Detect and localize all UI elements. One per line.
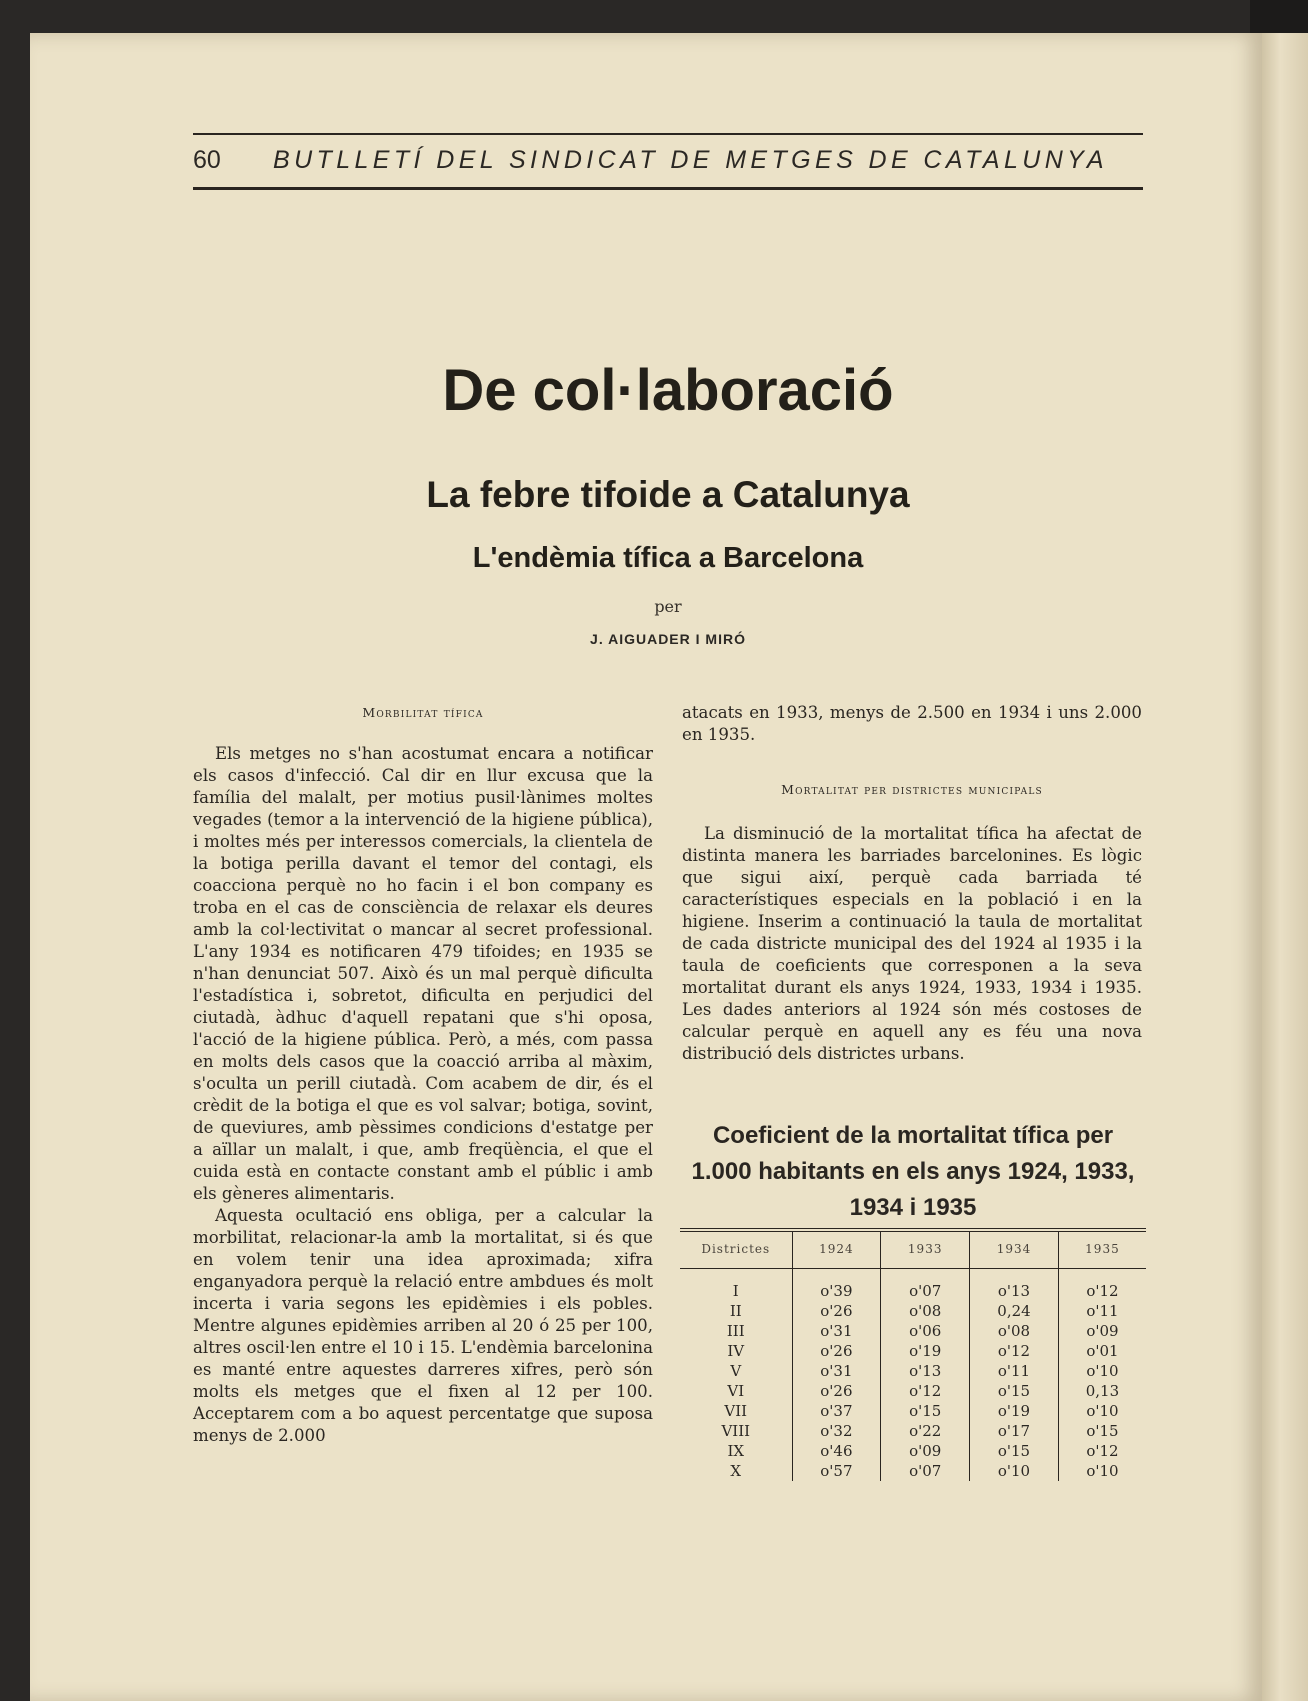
- table-row: [680, 1381, 1146, 1401]
- district-cell: IX: [727, 1442, 745, 1460]
- district-cell: I: [732, 1282, 739, 1300]
- coefficient-cell: o'15: [1058, 1421, 1146, 1441]
- coefficient-cell: o'26: [792, 1381, 881, 1401]
- coefficient-cell: o'10: [1058, 1461, 1146, 1481]
- table-row: [680, 1441, 1146, 1461]
- table-body: [680, 1269, 1146, 1482]
- table-header-cell: 1934: [970, 1230, 1059, 1269]
- coefficient-cell: o'17: [970, 1421, 1059, 1441]
- coefficient-cell: o'01: [1058, 1341, 1146, 1361]
- page-binding-edge: [1262, 33, 1308, 1701]
- table-header-row: [680, 1230, 1146, 1269]
- district-cell: X: [730, 1462, 742, 1480]
- table-row: [680, 1269, 1146, 1302]
- coefficient-cell: o'19: [970, 1401, 1059, 1421]
- coefficient-cell: o'15: [970, 1441, 1059, 1461]
- table-row: [680, 1421, 1146, 1441]
- district-cell: V: [730, 1362, 742, 1380]
- coefficient-cell: o'10: [1058, 1401, 1146, 1421]
- coefficient-table: [680, 1228, 1146, 1481]
- author-name: J. AIGUADER I MIRÓ: [590, 631, 746, 647]
- left-column-text: [193, 743, 653, 1447]
- coefficient-cell: o'12: [1058, 1441, 1146, 1461]
- running-header: [193, 144, 1143, 180]
- header-rule-top: [193, 133, 1143, 135]
- coefficient-cell: o'08: [881, 1301, 970, 1321]
- coefficient-cell: o'07: [881, 1461, 970, 1481]
- district-cell: II: [729, 1302, 742, 1320]
- table-row: [680, 1401, 1146, 1421]
- coefficient-cell: o'31: [792, 1361, 881, 1381]
- table-header-cell: 1935: [1058, 1230, 1146, 1269]
- coefficient-cell: o'11: [970, 1361, 1059, 1381]
- article-title: La febre tifoide a Catalunya: [426, 474, 910, 515]
- header-rule-bottom: [193, 187, 1143, 190]
- coefficient-cell: 0,24: [970, 1301, 1059, 1321]
- coefficient-cell: o'11: [1058, 1301, 1146, 1321]
- coefficient-cell: o'13: [881, 1361, 970, 1381]
- coefficient-cell: o'12: [970, 1341, 1059, 1361]
- coefficient-cell: o'07: [881, 1269, 970, 1302]
- journal-title: BUTLLETÍ DEL SINDICAT DE METGES DE CATALUNYA: [273, 146, 1108, 174]
- district-cell: VI: [727, 1382, 745, 1400]
- table-header-cell: Districtes: [680, 1230, 792, 1269]
- coefficient-cell: o'10: [970, 1461, 1059, 1481]
- right-paragraph: La disminució de la mortalitat tífica ha afectat de distinta manera les barriades barcelonines. Es lògic que sigui així, perquè cada barriada té característiques especials en la població i en la higiene. Inserim a continuació la taula de mortalitat de cada districte municipal des del 1924 al 1935 i la taula de coeficients que corresponen a la seva mortalitat durant els anys 1924, 1933, 1934 i 1935. Les dades anteriors al 1924 són més costoses de calcular perquè en aquell any es féu una nova distribució dels districtes urbans.: [682, 824, 1142, 1063]
- coefficient-cell: o'12: [1058, 1269, 1146, 1302]
- right-column-text: [682, 823, 1142, 1065]
- coefficient-cell: o'26: [792, 1341, 881, 1361]
- byline-per: per: [654, 597, 682, 616]
- table-row: [680, 1321, 1146, 1341]
- coefficient-cell: o'32: [792, 1421, 881, 1441]
- coefficient-cell: o'26: [792, 1301, 881, 1321]
- table-header-cell: 1924: [792, 1230, 881, 1269]
- coefficient-cell: o'57: [792, 1461, 881, 1481]
- table-header-cell: 1933: [881, 1230, 970, 1269]
- coefficient-cell: o'22: [881, 1421, 970, 1441]
- coefficient-cell: o'15: [970, 1381, 1059, 1401]
- table-row: [680, 1361, 1146, 1381]
- right-section-heading: Mortalitat per districtes municipals: [781, 782, 1043, 797]
- left-paragraph-1: Els metges no s'han acostumat encara a notificar els casos d'infecció. Cal dir en llur excusa que la família del malalt, per motius pusil·lànimes moltes vegades (temor a la intervenció de la higiene pública), i moltes més per interessos comercials, la clientela de la botiga perilla davant el temor del contagi, els coacciona perquè no ho facin i el bon company es troba en el cas de consciència de relaxar els deures amb la col·lectivitat o mancar al secret professional. L'any 1934 es notificaren 479 tifoides; en 1935 se n'han denunciat 507. Això és un mal perquè dificulta l'estadística i, sobretot, dificulta en perjudici del ciutadà, àdhuc d'aquell repatani que s'hi oposa, l'acció de la higiene pública. Però, a més, com passa en molts dels casos que la coacció arriba al màxim, s'oculta un perill ciutadà. Com acabem de dir, és el crèdit de la botiga el que es vol salvar; botiga, sovint, de queviures, amb pèssimes condicions d'estatge per a aïllar un malalt, i que, amb freqüència, el que el cuida està en contacte constant amb el públic i amb els gèneres alimentaris.: [193, 744, 653, 1203]
- coefficient-cell: o'08: [970, 1321, 1059, 1341]
- coefficient-cell: o'37: [792, 1401, 881, 1421]
- left-paragraph-2: Aquesta ocultació ens obliga, per a calcular la morbilitat, relacionar-la amb la mortalitat, si és que en volem tenir una idea aproximada; xifra enganyadora perquè la relació entre ambdues és molt incerta i varia segons les epidèmies i els pobles. Mentre algunes epidèmies arriben al 20 ó 25 per 100, altres oscil·len entre el 10 i 15. L'endèmia barcelonina es manté entre aquestes darreres xifres, però són molts els metges que el fixen al 12 per 100. Acceptarem com a bo aquest percentatge que suposa menys de 2.000: [193, 1206, 653, 1445]
- district-cell: VIII: [721, 1422, 751, 1440]
- coefficient-cell: o'06: [881, 1321, 970, 1341]
- table-row: [680, 1301, 1146, 1321]
- coefficient-cell: o'10: [1058, 1361, 1146, 1381]
- section-title: De col·laboració: [442, 358, 894, 423]
- coefficient-cell: o'46: [792, 1441, 881, 1461]
- coefficient-cell: o'09: [881, 1441, 970, 1461]
- article-subtitle: L'endèmia tífica a Barcelona: [472, 542, 864, 574]
- right-continuation-text: atacats en 1933, menys de 2.500 en 1934 i uns 2.000 en 1935.: [682, 703, 1142, 744]
- coefficient-cell: 0,13: [1058, 1381, 1146, 1401]
- coefficient-cell: o'12: [881, 1381, 970, 1401]
- coefficient-cell: o'31: [792, 1321, 881, 1341]
- right-column-continuation: [682, 702, 1142, 746]
- coefficient-cell: o'19: [881, 1341, 970, 1361]
- table-row: [680, 1461, 1146, 1481]
- left-section-heading: Morbilitat tífica: [362, 705, 484, 720]
- district-cell: III: [726, 1322, 745, 1340]
- scan-background-corner: [1250, 0, 1308, 33]
- coefficient-cell: o'39: [792, 1269, 881, 1302]
- coefficient-cell: o'13: [970, 1269, 1059, 1302]
- coefficient-cell: o'09: [1058, 1321, 1146, 1341]
- coefficient-cell: o'15: [881, 1401, 970, 1421]
- district-cell: VII: [724, 1402, 748, 1420]
- table-row: [680, 1341, 1146, 1361]
- table-title: Coeficient de la mortalitat tífica per 1.000 habitants en els anys 1924, 1933, 1934 i 1935: [691, 1122, 1135, 1221]
- district-cell: IV: [727, 1342, 745, 1360]
- page-number: 60: [193, 146, 221, 174]
